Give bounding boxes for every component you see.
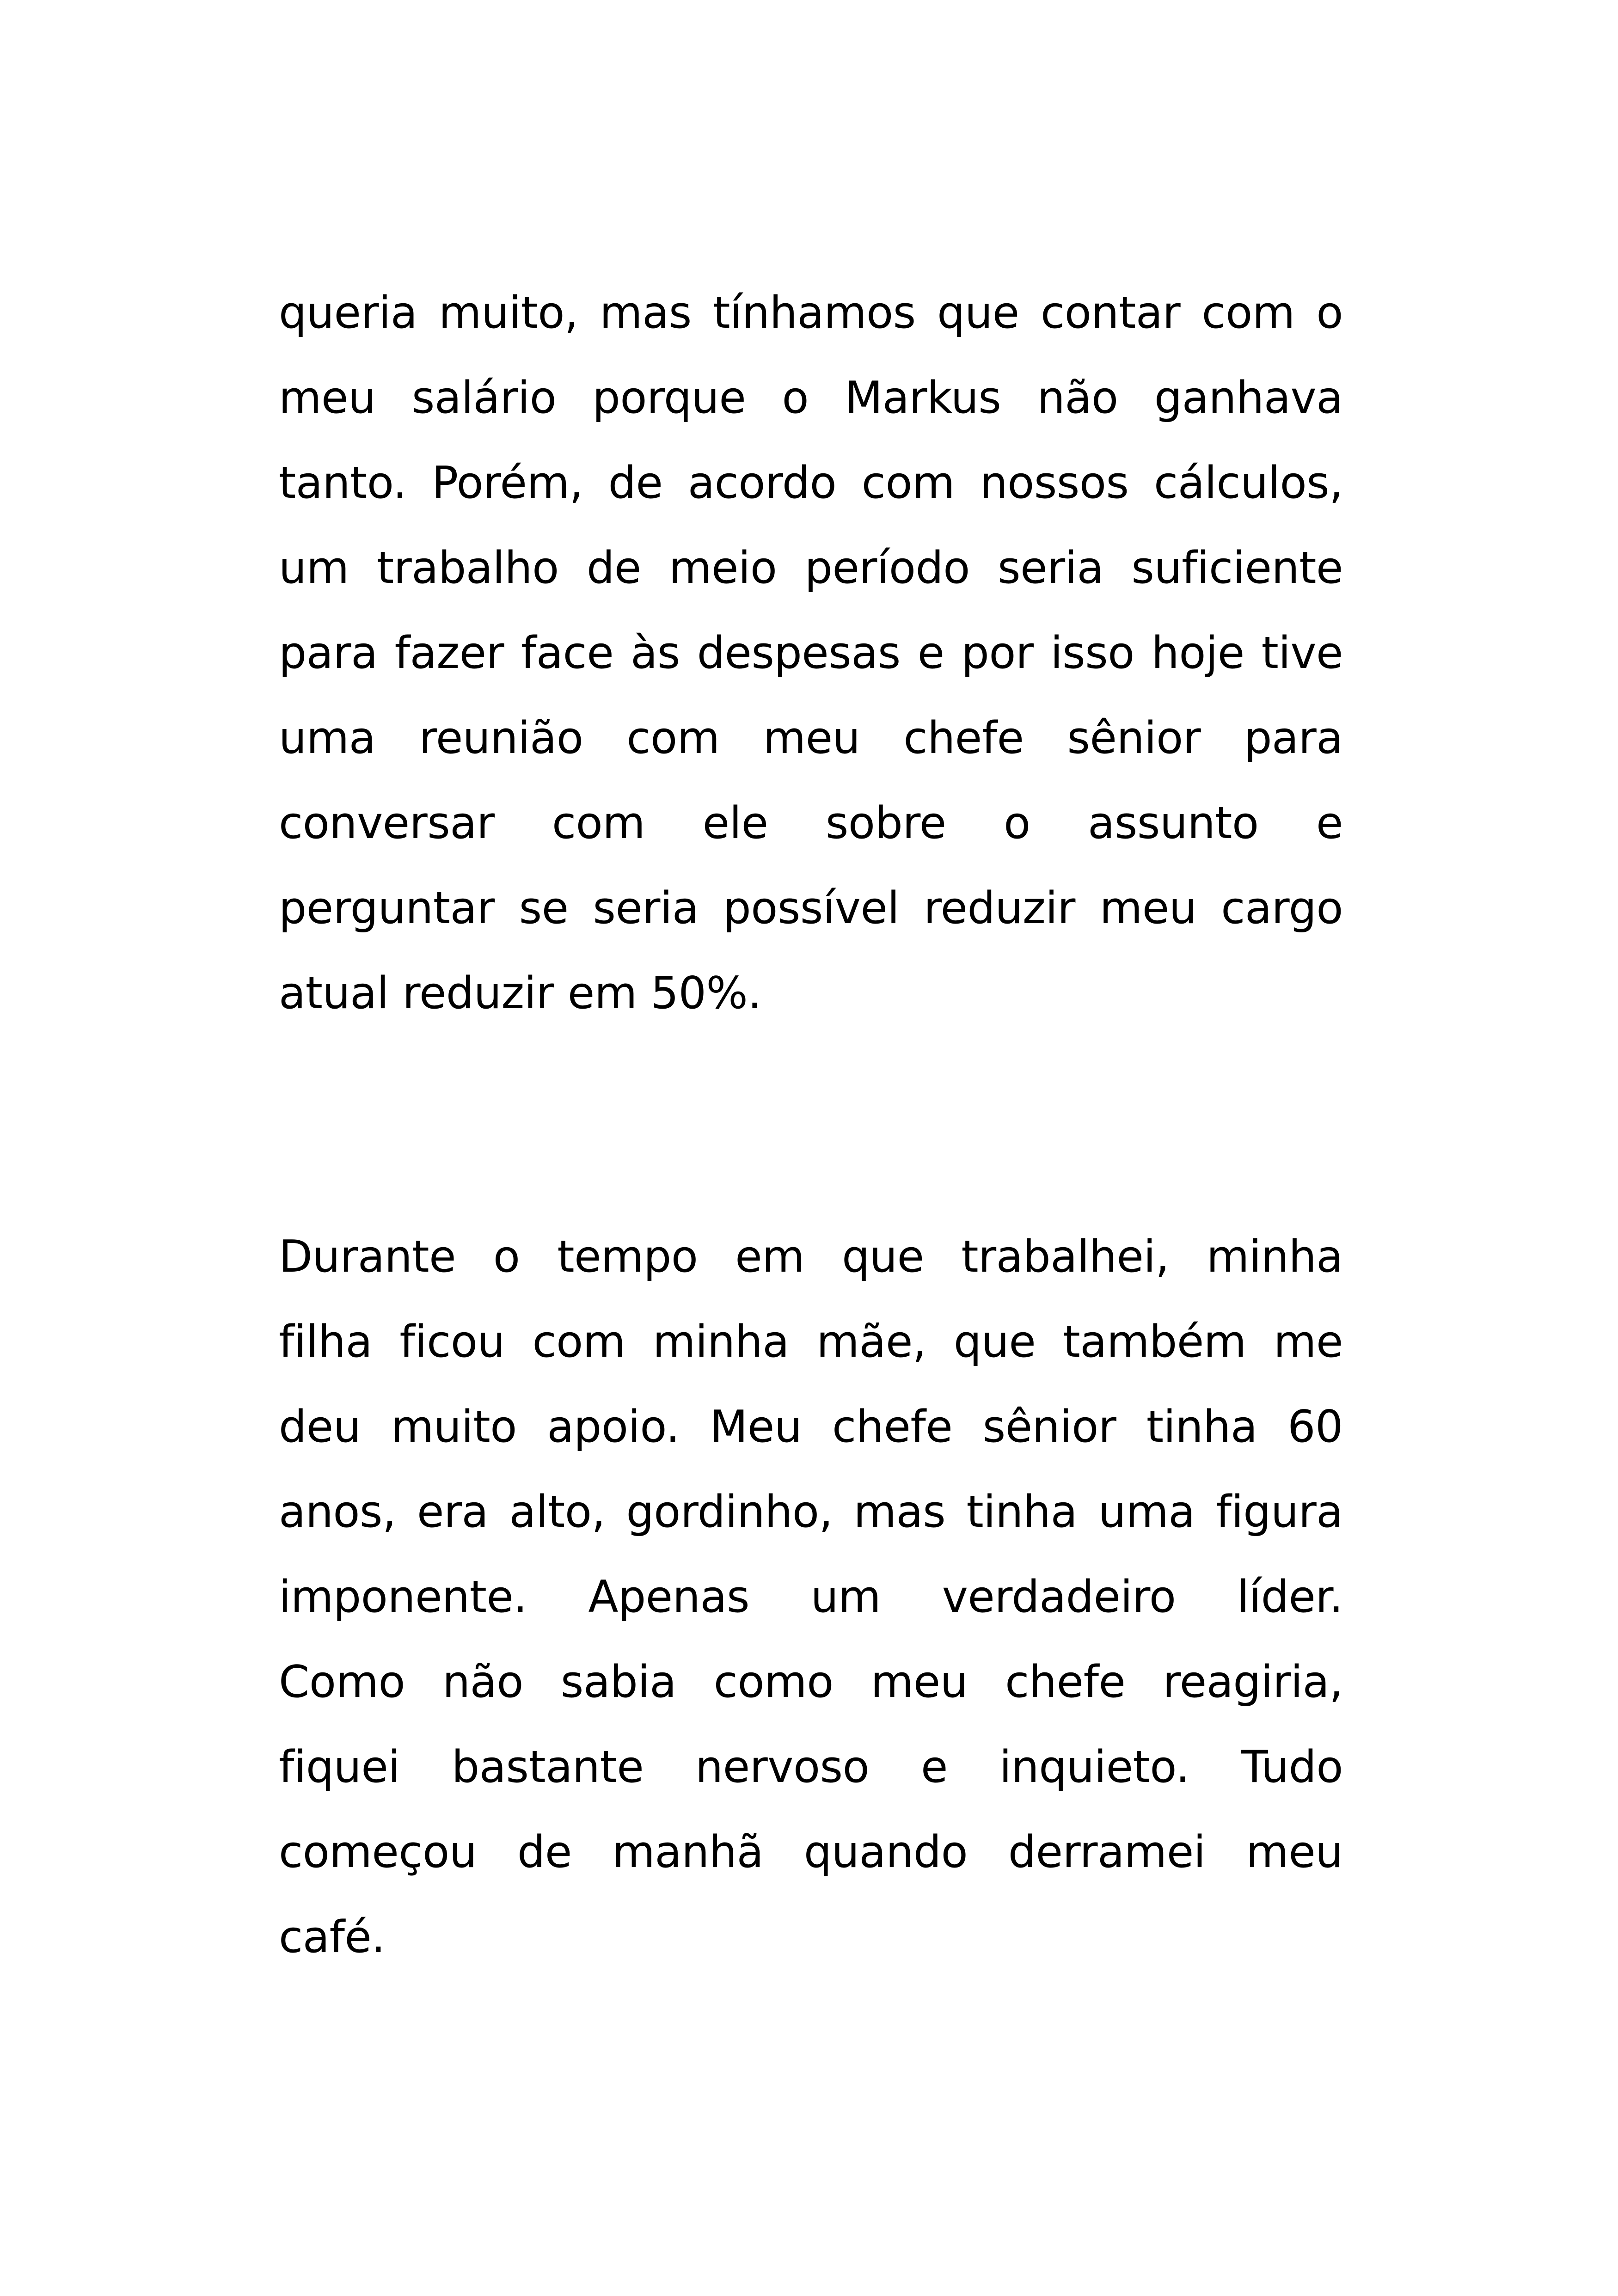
text-line: café. [279,1912,386,1963]
text-line: imponente. Apenas um verdadeiro líder. [279,1572,1343,1623]
text-line: deu muito apoio. Meu chefe sênior tinha 60 [279,1402,1343,1452]
text-line: começou de manhã quando derramei meu [279,1827,1343,1878]
text-line: conversar com ele sobre o assunto e [279,798,1343,849]
text-line: Durante o tempo em que trabalhei, minha [279,1231,1343,1282]
paragraph-1 [279,270,1343,1036]
text-line: anos, era alto, gordinho, mas tinha uma figura [279,1487,1343,1537]
text-line: para fazer face às despesas e por isso hoje tive [279,628,1343,679]
text-line: tanto. Porém, de acordo com nossos cálculos, [279,458,1343,508]
text-line: fiquei bastante nervoso e inquieto. Tudo [279,1742,1343,1793]
text-line: um trabalho de meio período seria suficiente [279,543,1343,594]
paragraph-2 [279,1214,1343,1980]
text-line: perguntar se seria possível reduzir meu cargo [279,883,1343,934]
text-line: queria muito, mas tínhamos que contar com o [279,288,1343,338]
text-line: atual reduzir em 50%. [279,968,761,1019]
text-line: meu salário porque o Markus não ganhava [279,373,1343,423]
text-line: filha ficou com minha mãe, que também me [279,1316,1343,1367]
text-line: Como não sabia como meu chefe reagiria, [279,1657,1343,1708]
text-line: uma reunião com meu chefe sênior para [279,713,1343,764]
